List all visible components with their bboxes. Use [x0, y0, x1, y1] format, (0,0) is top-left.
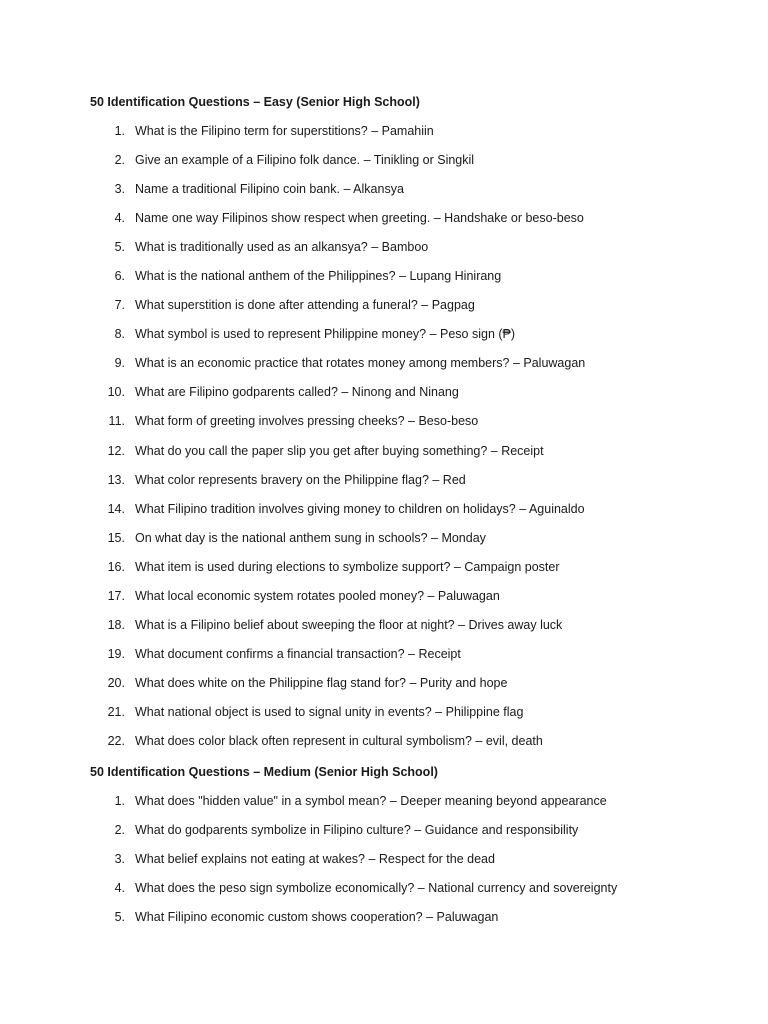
question-number: 22.	[107, 733, 125, 748]
question-text: What item is used during elections to symbolize support? – Campaign poster	[135, 559, 560, 574]
section-heading-easy: 50 Identification Questions – Easy (Senior High School)	[90, 95, 420, 109]
question-text: What form of greeting involves pressing cheeks? – Beso-beso	[135, 414, 479, 429]
question-text: What is the Filipino term for superstitions? – Pamahiin	[135, 124, 434, 138]
question-number: 1.	[114, 124, 125, 138]
question-number: 2.	[114, 153, 125, 168]
question-text: Give an example of a Filipino folk dance. – Tinikling or Singkil	[135, 153, 475, 168]
question-number: 15.	[107, 530, 125, 545]
question-number: 2.	[114, 823, 125, 838]
question-number: 6.	[114, 269, 125, 284]
question-text: What local economic system rotates pooled money? – Paluwagan	[135, 588, 500, 603]
question-number: 4.	[114, 211, 125, 226]
question-number: 5.	[114, 910, 125, 925]
question-text: Name one way Filipinos show respect when greeting. – Handshake or beso-beso	[135, 211, 584, 226]
question-number: 17.	[107, 588, 125, 603]
question-number: 1.	[114, 794, 125, 808]
question-text: What does "hidden value" in a symbol mean? – Deeper meaning beyond appearance	[135, 794, 607, 808]
question-text: Name a traditional Filipino coin bank. – Alkansya	[135, 182, 404, 197]
question-text: What does white on the Philippine flag stand for? – Purity and hope	[135, 675, 508, 690]
section-heading-medium: 50 Identification Questions – Medium (Senior High School)	[90, 765, 438, 779]
question-number: 8.	[114, 327, 125, 342]
question-text: What Filipino economic custom shows cooperation? – Paluwagan	[135, 910, 499, 925]
question-number: 12.	[107, 443, 125, 458]
question-text: What do you call the paper slip you get after buying something? – Receipt	[135, 443, 544, 458]
question-number: 13.	[107, 472, 125, 487]
question-text: What is traditionally used as an alkansya? – Bamboo	[135, 240, 429, 255]
question-number: 16.	[107, 559, 125, 574]
question-number: 7.	[114, 298, 125, 313]
question-text: What is a Filipino belief about sweeping the floor at night? – Drives away luck	[135, 617, 563, 632]
question-number: 14.	[107, 501, 125, 516]
question-text: What are Filipino godparents called? – Ninong and Ninang	[135, 385, 459, 400]
question-text: What national object is used to signal unity in events? – Philippine flag	[135, 704, 524, 719]
question-number: 18.	[107, 617, 125, 632]
question-number: 10.	[107, 385, 125, 400]
question-text: What is the national anthem of the Philippines? – Lupang Hinirang	[135, 269, 502, 284]
question-text: What symbol is used to represent Philippine money? – Peso sign (₱)	[135, 327, 516, 342]
question-number: 3.	[114, 852, 125, 867]
question-text: What superstition is done after attending a funeral? – Pagpag	[135, 298, 475, 313]
question-text: What color represents bravery on the Philippine flag? – Red	[135, 472, 466, 487]
question-number: 3.	[114, 182, 125, 197]
question-text: What belief explains not eating at wakes? – Respect for the dead	[135, 852, 495, 867]
question-text: What Filipino tradition involves giving money to children on holidays? – Aguinaldo	[135, 501, 585, 516]
question-text: What does color black often represent in cultural symbolism? – evil, death	[135, 733, 543, 748]
question-text: What do godparents symbolize in Filipino culture? – Guidance and responsibility	[135, 823, 579, 838]
question-number: 21.	[107, 704, 125, 719]
question-text: What does the peso sign symbolize economically? – National currency and sovereignty	[135, 881, 618, 896]
question-text: What is an economic practice that rotates money among members? – Paluwagan	[135, 356, 586, 371]
question-number: 19.	[107, 646, 125, 661]
question-number: 20.	[107, 675, 125, 690]
question-text: What document confirms a financial transaction? – Receipt	[135, 646, 461, 661]
question-text: On what day is the national anthem sung in schools? – Monday	[135, 530, 486, 545]
question-number: 4.	[114, 881, 125, 896]
question-number: 5.	[114, 240, 125, 255]
question-number: 9.	[114, 356, 125, 371]
question-number: 11.	[108, 414, 125, 429]
